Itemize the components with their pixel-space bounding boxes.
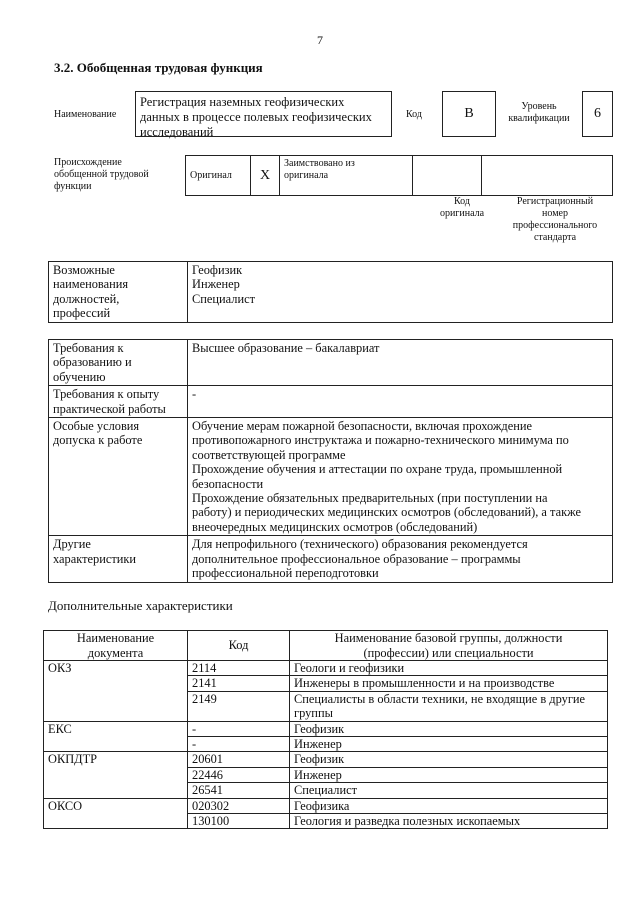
level-label: Уровень квалификации [508, 101, 570, 124]
table-row [44, 661, 608, 676]
header-doc: Наименование документа [44, 631, 188, 661]
code-cell: 20601 [188, 752, 290, 767]
table-row [44, 721, 608, 736]
doc-name: ОКСО [44, 798, 188, 829]
reg-number-label: Регистрационный номер профессионального стандарта [512, 196, 598, 243]
code-cell: - [188, 721, 290, 736]
code-cell: - [188, 737, 290, 752]
doc-name: ОКЗ [44, 661, 188, 722]
name-cell: Геофизика [290, 798, 608, 813]
name-cell: Геофизик [290, 752, 608, 767]
name-cell: Геофизик [290, 721, 608, 736]
code-cell: 22446 [188, 767, 290, 782]
requirement-row [49, 386, 613, 418]
requirement-value: Обучение мерам пожарной безопасности, включая прохождение противопожарного инструктажа и пожарно-технического минимума по соответствующей программе Прохождение обучения и аттестации по охране труда, промышленной безопасности Прохождение обязательных предварительных (при поступлении на работу) и периодических медицинских осмотров (обследований), а также внеочередных медицинских осмотров (обследований) [188, 418, 613, 536]
origin-code-label: Код оригинала [439, 196, 485, 219]
level-value: 6 [582, 91, 613, 137]
positions-values: Геофизик Инженер Специалист [188, 262, 613, 323]
section-title: 3.2. Обобщенная трудовая функция [54, 60, 263, 75]
requirement-label: Требования к опыту практической работы [49, 386, 188, 418]
doc-name: ЕКС [44, 721, 188, 752]
page-number: 7 [317, 33, 323, 47]
requirement-label: Особые условия допуска к работе [49, 418, 188, 536]
requirement-value: - [188, 386, 613, 418]
name-cell: Специалист [290, 783, 608, 798]
additional-title: Дополнительные характеристики [48, 598, 233, 613]
code-cell: 020302 [188, 798, 290, 813]
origin-code-cell [413, 156, 482, 196]
name-cell: Инженер [290, 767, 608, 782]
positions-table [48, 261, 613, 323]
original-label: Оригинал [186, 156, 251, 196]
borrowed-label: Заимствовано из оригинала [280, 156, 413, 196]
reg-number-cell [482, 156, 613, 196]
name-cell: Инженеры в промышленности и на производстве [290, 676, 608, 691]
name-cell: Специалисты в области техники, не входящие в другие группы [290, 691, 608, 721]
code-cell: 2149 [188, 691, 290, 721]
code-value: B [442, 91, 496, 137]
requirement-value: Для непрофильного (технического) образования рекомендуется дополнительное профессиональное образование – программы профессиональной переподготовки [188, 536, 613, 582]
table-row [44, 752, 608, 767]
code-cell: 2141 [188, 676, 290, 691]
doc-name: ОКПДТР [44, 752, 188, 798]
code-cell: 26541 [188, 783, 290, 798]
name-cell: Геология и разведка полезных ископаемых [290, 814, 608, 829]
function-name-box [135, 91, 392, 137]
origin-label: Происхождение обобщенной трудовой функции [54, 157, 149, 192]
requirement-label: Другие характеристики [49, 536, 188, 582]
name-cell: Геологи и геофизики [290, 661, 608, 676]
name-label: Наименование [54, 109, 117, 120]
table-row [44, 798, 608, 813]
code-cell: 2114 [188, 661, 290, 676]
additional-table [43, 630, 608, 829]
requirement-label: Требования к образованию и обучению [49, 340, 188, 386]
positions-label: Возможные наименования должностей, профессий [49, 262, 188, 323]
requirements-table [48, 339, 613, 583]
origin-table [185, 155, 613, 196]
requirement-row [49, 418, 613, 536]
requirement-row [49, 340, 613, 386]
code-label: Код [406, 109, 422, 120]
function-name-text: Регистрация наземных геофизических данных в процессе полевых геофизических исследований [140, 95, 372, 139]
code-cell: 130100 [188, 814, 290, 829]
header-name: Наименование базовой группы, должности (профессии) или специальности [290, 631, 608, 661]
header-code: Код [188, 631, 290, 661]
requirement-value: Высшее образование – бакалавриат [188, 340, 613, 386]
original-mark: X [251, 156, 280, 196]
name-cell: Инженер [290, 737, 608, 752]
requirement-row [49, 536, 613, 582]
